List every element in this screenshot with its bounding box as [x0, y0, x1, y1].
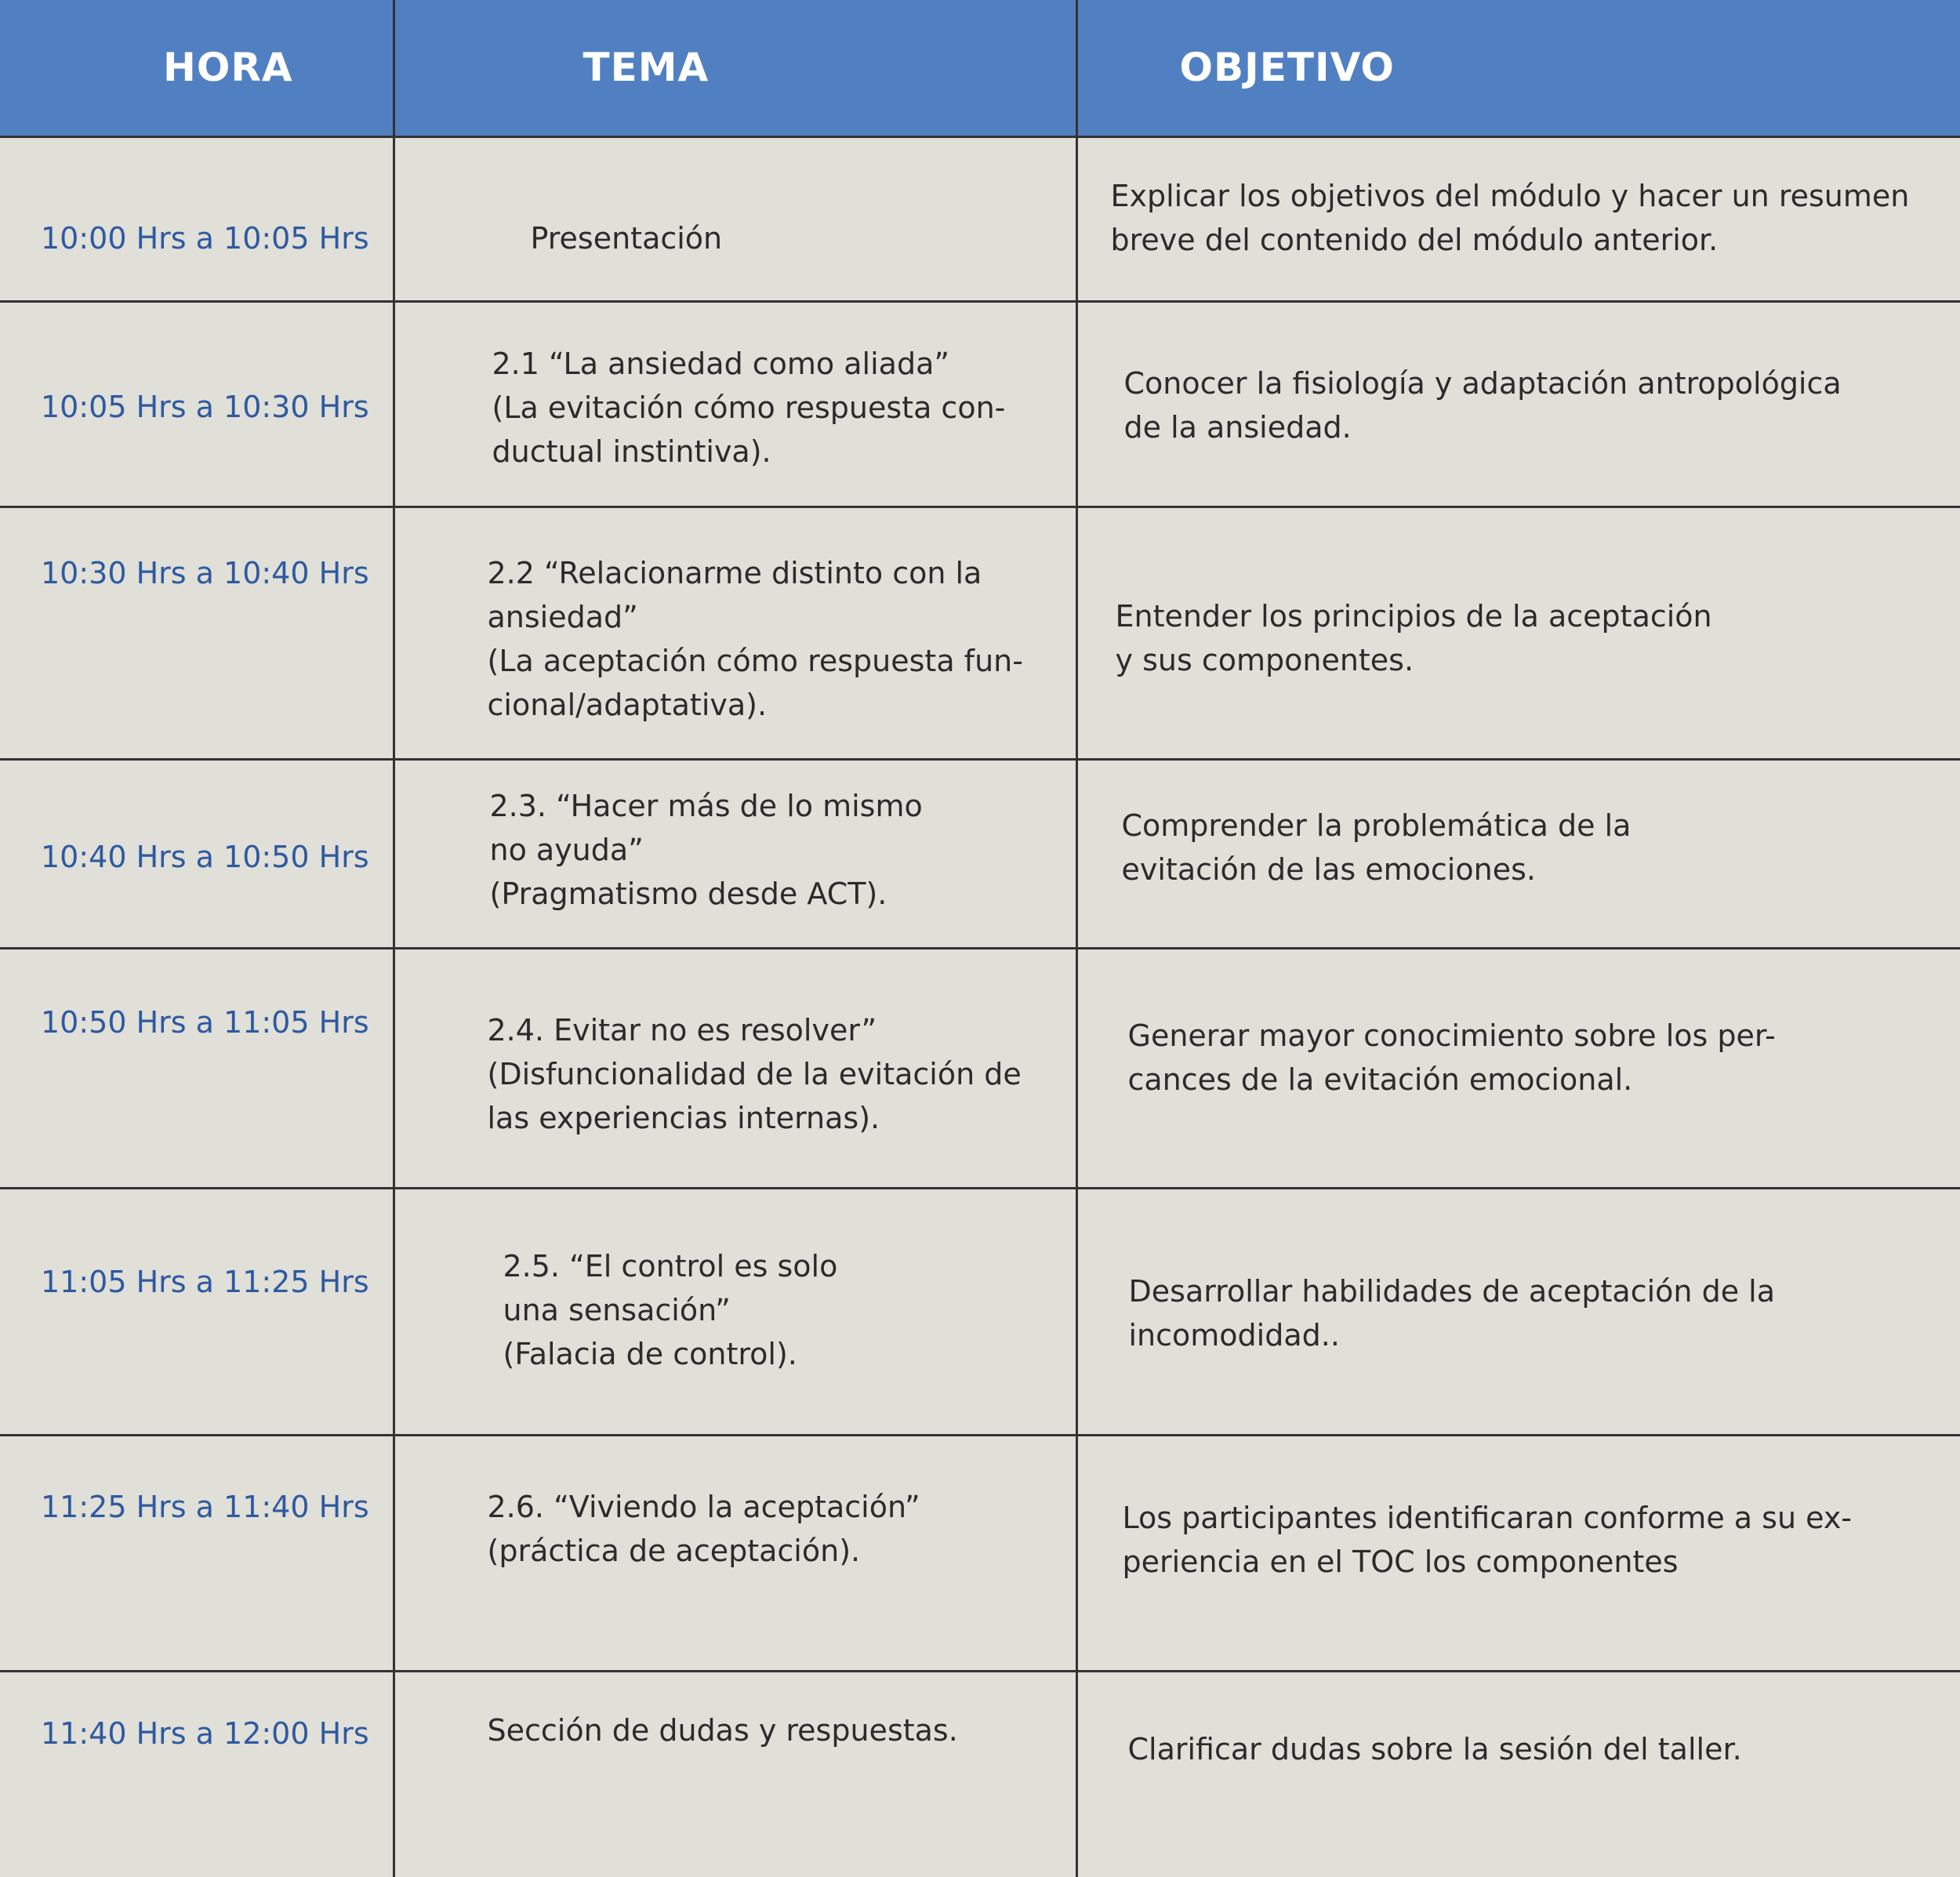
- tema-line: (Disfuncionalidad de la evitación de: [487, 1056, 1022, 1091]
- objetivo-text: [1078, 761, 1960, 891]
- tema-cell: [394, 759, 1076, 948]
- tema-line: 2.1 “La ansiedad como aliada”: [492, 346, 950, 381]
- objetivo-line: Generar mayor conocimiento sobre los per-: [1127, 1018, 1776, 1053]
- objetivo-line: cances de la evitación emocional.: [1127, 1062, 1633, 1097]
- objetivo-cell: [1076, 1188, 1960, 1435]
- hora-cell: [0, 1671, 394, 1877]
- objetivo-line: Comprender la problemática de la: [1121, 808, 1632, 843]
- tema-cell: [394, 948, 1076, 1188]
- tema-line: (La aceptación cómo respuesta fun-: [487, 643, 1023, 678]
- hora-text: 11:05 Hrs a 11:25 Hrs: [41, 1264, 369, 1299]
- objetivo-line: de la ansiedad.: [1123, 409, 1352, 445]
- tema-line: ansiedad”: [487, 599, 638, 634]
- hora-cell: [0, 301, 394, 506]
- hora-text: 11:40 Hrs a 12:00 Hrs: [41, 1715, 369, 1751]
- objetivo-cell: [1076, 759, 1960, 948]
- objetivo-cell: [1076, 1671, 1960, 1877]
- objetivo-text: [1078, 1436, 1960, 1584]
- table-row: [0, 1435, 1960, 1671]
- tema-text: [395, 1436, 1076, 1573]
- objetivo-line: breve del contenido del módulo anterior.: [1110, 222, 1719, 257]
- tema-text: [395, 1189, 1076, 1376]
- table-row: [0, 759, 1960, 948]
- objetivo-cell: [1076, 301, 1960, 506]
- table-row: [0, 1188, 1960, 1435]
- hora-text: 10:30 Hrs a 10:40 Hrs: [41, 555, 369, 590]
- tema-line: Presentación: [530, 220, 723, 256]
- objetivo-line: Clarificar dudas sobre la sesión del taller.: [1127, 1731, 1742, 1766]
- table-row: [0, 301, 1960, 506]
- tema-line: 2.6. “Viviendo la aceptación”: [487, 1489, 920, 1524]
- objetivo-line: Explicar los objetivos del módulo y hacer un resumen: [1110, 178, 1910, 213]
- tema-line: una sensación”: [503, 1292, 731, 1327]
- tema-line: (La evitación cómo respuesta con-: [492, 390, 1006, 425]
- hora-text: 10:05 Hrs a 10:30 Hrs: [41, 389, 369, 424]
- objetivo-line: evitación de las emociones.: [1121, 851, 1536, 887]
- tema-line: 2.2 “Relacionarme distinto con la: [487, 555, 982, 590]
- objetivo-line: Los participantes identificaran conforme a su ex-: [1122, 1500, 1853, 1535]
- hora-cell: [0, 506, 394, 759]
- tema-line: ductual instintiva).: [492, 434, 771, 469]
- objetivo-cell: [1076, 1435, 1960, 1671]
- objetivo-line: Entender los principios de la aceptación: [1115, 598, 1712, 634]
- hora-cell: [0, 1188, 394, 1435]
- objetivo-text: [1078, 1189, 1960, 1357]
- tema-line: no ayuda”: [489, 832, 644, 867]
- tema-line: cional/adaptativa).: [487, 687, 768, 722]
- objetivo-text: [1078, 303, 1960, 449]
- objetivo-text: [1078, 138, 1960, 262]
- tema-line: las experiencias internas).: [487, 1100, 880, 1135]
- tema-cell: [394, 301, 1076, 506]
- tema-line: 2.4. Evitar no es resolver”: [487, 1012, 877, 1047]
- objetivo-text: [1078, 949, 1960, 1102]
- hora-text: 10:00 Hrs a 10:05 Hrs: [41, 220, 369, 256]
- tema-text: [395, 303, 1076, 474]
- tema-cell: [394, 136, 1076, 301]
- tema-text: [395, 138, 1076, 260]
- table-row: [0, 506, 1960, 759]
- tema-text: [395, 508, 1076, 727]
- tema-cell: [394, 1671, 1076, 1877]
- header-hora: HORA: [0, 0, 394, 136]
- objetivo-line: Conocer la fisiología y adaptación antropológica: [1123, 365, 1842, 401]
- table-row: [0, 948, 1960, 1188]
- tema-text: [395, 949, 1076, 1140]
- hora-text: 11:25 Hrs a 11:40 Hrs: [41, 1489, 369, 1524]
- tema-text: [395, 1672, 1076, 1752]
- hora-cell: [0, 1435, 394, 1671]
- objetivo-text: [1078, 1672, 1960, 1771]
- header-tema: TEMA: [394, 0, 1076, 136]
- objetivo-line: incomodidad..: [1128, 1317, 1340, 1352]
- objetivo-cell: [1076, 136, 1960, 301]
- tema-line: 2.3. “Hacer más de lo mismo: [489, 788, 923, 823]
- table-row: [0, 1671, 1960, 1877]
- tema-line: (Falacia de control).: [503, 1336, 797, 1371]
- tema-cell: [394, 506, 1076, 759]
- objetivo-line: y sus componentes.: [1115, 642, 1414, 677]
- tema-line: (Pragmatismo desde ACT).: [489, 876, 887, 911]
- table-row: [0, 136, 1960, 301]
- hora-cell: [0, 948, 394, 1188]
- objetivo-cell: [1076, 506, 1960, 759]
- header-objetivo: OBJETIVO: [1076, 0, 1960, 136]
- tema-line: Sección de dudas y respuestas.: [487, 1712, 958, 1748]
- tema-line: 2.5. “El control es solo: [503, 1248, 838, 1283]
- hora-cell: [0, 136, 394, 301]
- tema-text: [395, 761, 1076, 916]
- hora-cell: [0, 759, 394, 948]
- tema-cell: [394, 1188, 1076, 1435]
- tema-cell: [394, 1435, 1076, 1671]
- hora-text: 10:40 Hrs a 10:50 Hrs: [41, 839, 369, 874]
- tema-line: (práctica de aceptación).: [487, 1533, 861, 1568]
- table-header-row: [0, 0, 1960, 136]
- hora-text: 10:50 Hrs a 11:05 Hrs: [41, 1004, 369, 1040]
- objetivo-cell: [1076, 948, 1960, 1188]
- objetivo-line: Desarrollar habilidades de aceptación de la: [1128, 1273, 1775, 1309]
- objetivo-line: periencia en el TOC los componentes: [1122, 1544, 1679, 1579]
- objetivo-text: [1078, 508, 1960, 682]
